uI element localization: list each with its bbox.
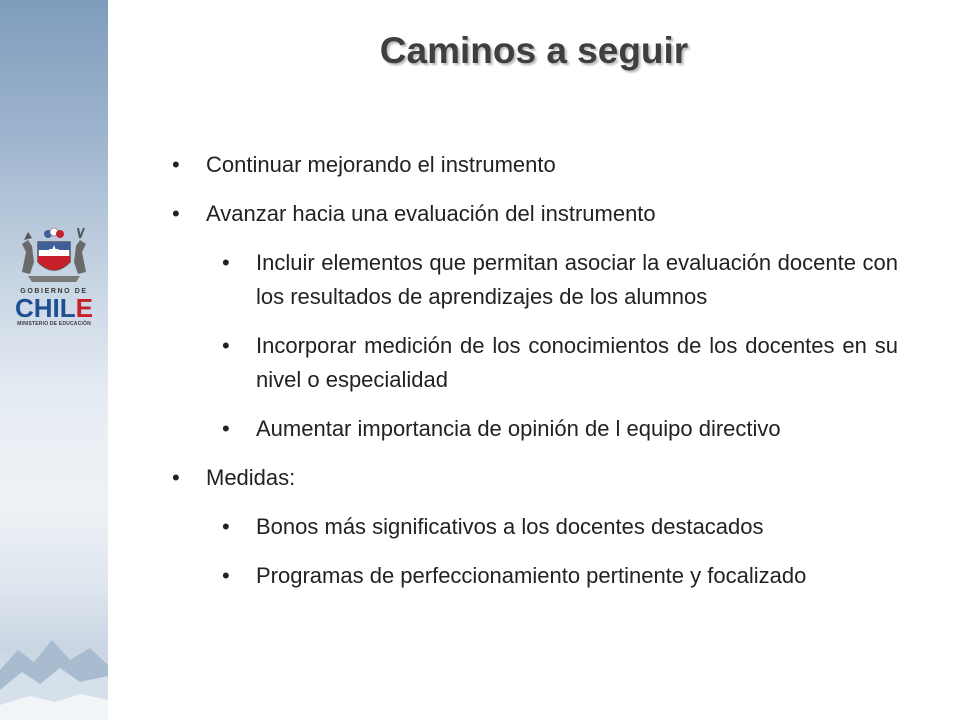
logo-gobierno-de: GOBIERNO DE — [20, 288, 88, 295]
bullet-icon: • — [222, 416, 230, 441]
sub-bullet-item — [168, 559, 898, 593]
mountain-image — [0, 610, 108, 720]
bullet-text: Incorporar medición de los conocimientos de los docentes en su nivel o especialidad — [256, 333, 898, 392]
slide-title: Caminos a seguir — [379, 30, 689, 71]
bullet-text: Medidas: — [206, 465, 296, 490]
sub-bullet-item — [168, 246, 898, 314]
bullet-icon: • — [222, 563, 230, 588]
bullet-text: Programas de perfeccionamiento pertinente y focalizado — [256, 563, 807, 588]
bullet-item — [168, 148, 898, 182]
bullet-item — [168, 197, 898, 231]
bullet-icon: • — [222, 250, 230, 275]
bullet-icon: • — [172, 465, 180, 490]
bullet-text: Incluir elementos que permitan asociar la evaluación docente con los resultados de aprendizajes de los alumnos — [256, 250, 898, 309]
bullet-item — [168, 461, 898, 495]
sub-bullet-item — [168, 510, 898, 544]
bullet-icon: • — [222, 333, 230, 358]
bullet-text: Continuar mejorando el instrumento — [206, 152, 556, 177]
bullet-icon: • — [222, 514, 230, 539]
logo-ministerio: MINISTERIO DE EDUCACIÓN — [17, 321, 91, 327]
gobierno-chile-logo — [12, 222, 96, 327]
bullet-list — [168, 148, 898, 608]
logo-chile-main: CHIL — [14, 293, 76, 323]
sub-bullet-item — [168, 329, 898, 397]
bullet-text: Bonos más significativos a los docentes destacados — [256, 514, 764, 539]
bullet-icon: • — [172, 152, 180, 177]
coat-of-arms-icon — [14, 222, 94, 284]
sub-bullet-item — [168, 412, 898, 446]
logo-chile — [12, 293, 96, 323]
bullet-text: Avanzar hacia una evaluación del instrumento — [206, 201, 656, 226]
sidebar-decoration — [0, 0, 108, 720]
bullet-icon: • — [172, 201, 180, 226]
bullet-text: Aumentar importancia de opinión de l equipo directivo — [256, 416, 781, 441]
logo-chile-e: E — [75, 293, 93, 323]
